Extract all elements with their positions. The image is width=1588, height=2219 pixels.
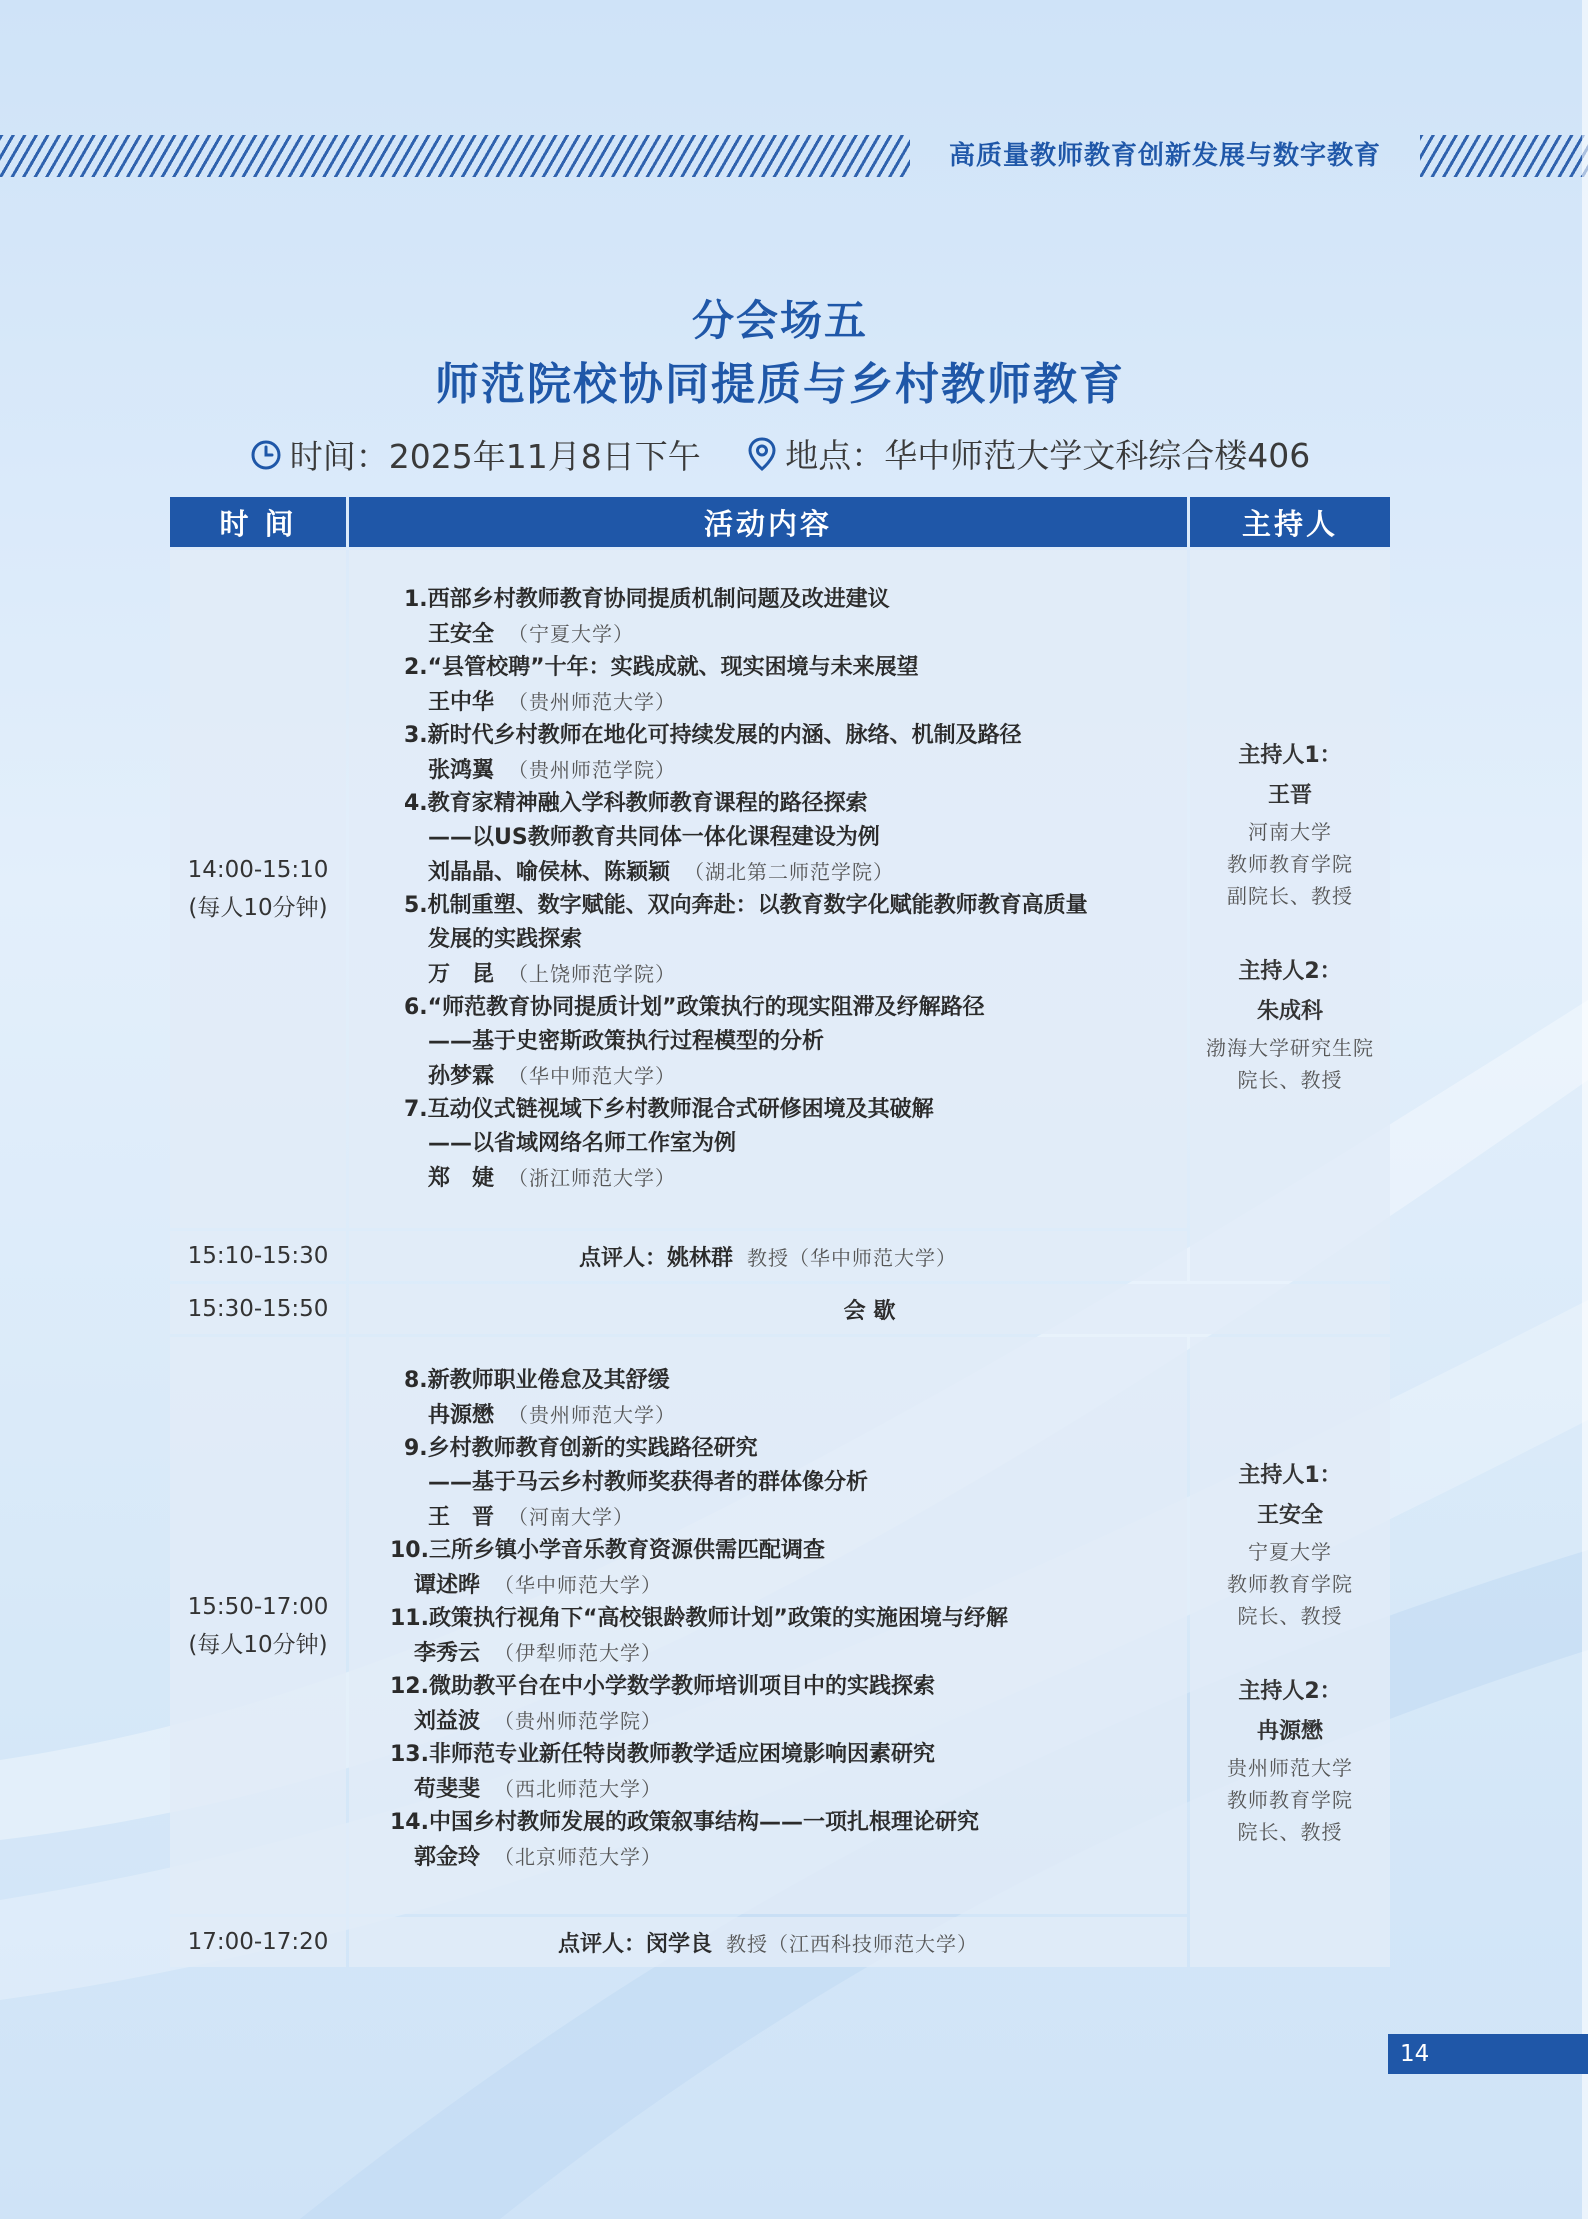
block2-hosts xyxy=(1190,1337,1390,1967)
time-text: 时间：2025年11月8日下午 xyxy=(289,437,701,476)
host-label: 主持人2： xyxy=(1238,958,1342,984)
host-name: 王安全 xyxy=(1256,1503,1323,1528)
talk-speaker-line xyxy=(404,1059,1187,1093)
schedule-table xyxy=(170,497,1390,1967)
talk-speaker-line xyxy=(404,1500,1187,1534)
block2-note: (每人10分钟) xyxy=(188,1631,328,1658)
header-time: 时 间 xyxy=(170,497,346,547)
speaker-affiliation: （湖北第二师范学院） xyxy=(684,860,895,884)
talk-item xyxy=(404,1432,1187,1534)
talk-speaker-line xyxy=(404,957,1187,991)
host-affiliation: 宁夏大学 xyxy=(1248,1540,1332,1564)
host-affiliation: 河南大学 xyxy=(1248,819,1332,844)
host-position: 院长、教授 xyxy=(1237,1604,1343,1628)
session-info xyxy=(0,430,1560,479)
speaker-name: 刘晶晶、喻侯林、陈颖颖 xyxy=(428,860,671,885)
speaker-name: 王中华 xyxy=(428,690,495,715)
talk-speaker-line xyxy=(404,617,1187,651)
header-host: 主持人 xyxy=(1190,497,1390,547)
talk-title: 5.机制重塑、数字赋能、双向奔赴：以教育数字化赋能教师教育高质量 xyxy=(404,893,1088,918)
host-label: 主持人2： xyxy=(1238,1679,1342,1704)
talk-title: 6.“师范教育协同提质计划”政策执行的现实阻滞及纾解路径 xyxy=(404,995,985,1020)
talk-title: 2.“县管校聘”十年：实践成就、现实困境与未来展望 xyxy=(404,655,919,680)
header-banner-title: 高质量教师教育创新发展与数字教育 xyxy=(948,141,1381,171)
speaker-name: 刘益波 xyxy=(414,1709,481,1734)
block1-host2 xyxy=(1206,952,1374,1096)
talk-item xyxy=(404,583,1187,651)
speaker-name: 孙梦霖 xyxy=(428,1064,495,1089)
talk-subtitle: 发展的实践探索 xyxy=(428,927,583,952)
speaker-name: 王 晋 xyxy=(428,1505,495,1530)
location-info xyxy=(747,430,1310,477)
speaker-name: 王安全 xyxy=(428,622,495,647)
break-content xyxy=(349,1284,1390,1334)
review1-detail: 教授（华中师范大学） xyxy=(747,1245,957,1270)
talk-speaker-line xyxy=(404,1398,1187,1432)
host-name: 冉源懋 xyxy=(1256,1719,1323,1744)
talk-item xyxy=(390,1534,1187,1602)
host-position: 副院长、教授 xyxy=(1227,883,1353,908)
host-label: 主持人1： xyxy=(1238,1463,1342,1488)
page-edge xyxy=(1582,0,1588,2219)
speaker-affiliation: （贵州师范大学） xyxy=(508,690,677,714)
host-affiliation: 教师教育学院 xyxy=(1227,1788,1353,1812)
talk-item xyxy=(404,719,1187,787)
session-title: 分会场五 xyxy=(691,296,868,345)
talk-item xyxy=(404,1093,1187,1195)
review2-time-cell xyxy=(170,1917,346,1967)
break-label: 会 歇 xyxy=(843,1298,896,1324)
speaker-affiliation: （河南大学） xyxy=(508,1505,635,1529)
speaker-name: 郑 婕 xyxy=(428,1166,495,1191)
talk-subtitle: ——基于马云乡村教师奖获得者的群体像分析 xyxy=(428,1470,869,1495)
talk-speaker-line xyxy=(404,685,1187,719)
block1-content xyxy=(349,550,1187,1228)
review1-label: 点评人：姚林群 xyxy=(578,1245,733,1271)
clock-icon xyxy=(250,439,282,471)
speaker-name: 万 昆 xyxy=(428,962,495,987)
review2-content xyxy=(349,1917,1187,1967)
host-affiliation: 贵州师范大学 xyxy=(1227,1756,1353,1780)
location-text: 地点：华中师范大学文科综合楼406 xyxy=(785,436,1311,475)
block1-group xyxy=(170,550,1390,1281)
speaker-affiliation: （华中师范大学） xyxy=(508,1064,677,1088)
block2-time: 15:50-17:00 xyxy=(187,1593,329,1620)
talk-item xyxy=(390,1602,1187,1670)
speaker-affiliation: （贵州师范学院） xyxy=(508,758,677,782)
speaker-name: 谭述晔 xyxy=(414,1573,481,1598)
break-row xyxy=(170,1284,1390,1334)
host-affiliation: 教师教育学院 xyxy=(1227,1572,1353,1596)
speaker-affiliation: （宁夏大学） xyxy=(508,622,635,646)
block2-host2 xyxy=(1227,1672,1353,1848)
speaker-name: 苟斐斐 xyxy=(414,1777,481,1802)
speaker-affiliation: （华中师范大学） xyxy=(494,1573,663,1597)
header-content: 活动内容 xyxy=(349,497,1187,547)
talk-speaker-line xyxy=(390,1636,1187,1670)
talk-speaker-line xyxy=(390,1568,1187,1602)
talk-item xyxy=(404,651,1187,719)
talk-title: 3.新时代乡村教师在地化可持续发展的内涵、脉络、机制及路径 xyxy=(404,723,1022,748)
talk-item xyxy=(390,1806,1187,1874)
talk-title: 12.微助教平台在中小学数学教师培训项目中的实践探索 xyxy=(390,1674,935,1699)
talk-subtitle: ——基于史密斯政策执行过程模型的分析 xyxy=(428,1029,825,1054)
talk-item xyxy=(404,889,1187,991)
talk-speaker-line xyxy=(404,855,1187,889)
review2-label: 点评人：闵学良 xyxy=(557,1931,712,1957)
review1-content xyxy=(349,1231,1187,1281)
host-label: 主持人1： xyxy=(1238,742,1342,768)
talk-item xyxy=(390,1738,1187,1806)
talk-title: 4.教育家精神融入学科教师教育课程的路径探索 xyxy=(404,791,868,816)
time-info xyxy=(250,431,701,478)
block2-group xyxy=(170,1337,1390,1967)
block1-talks xyxy=(349,550,1187,1195)
page-number: 14 xyxy=(1400,2041,1430,2067)
talk-speaker-line xyxy=(404,753,1187,787)
block1-host1 xyxy=(1227,736,1353,912)
block2-host1 xyxy=(1227,1456,1353,1632)
speaker-affiliation: （北京师范大学） xyxy=(494,1845,663,1869)
review2-time: 17:00-17:20 xyxy=(187,1929,329,1955)
talk-title: 13.非师范专业新任特岗教师教学适应困境影响因素研究 xyxy=(390,1742,935,1767)
speaker-affiliation: （西北师范大学） xyxy=(494,1777,663,1801)
block1-time: 14:00-15:10 xyxy=(187,857,329,883)
host-position: 院长、教授 xyxy=(1237,1067,1343,1092)
talk-title: 8.新教师职业倦怠及其舒缓 xyxy=(404,1368,670,1393)
session-subtitle: 师范院校协同提质与乡村教师教育 xyxy=(435,359,1125,410)
speaker-affiliation: （浙江师范大学） xyxy=(508,1166,677,1190)
header-stripes-left xyxy=(0,135,910,177)
talk-subtitle: ——以US教师教育共同体一体化课程建设为例 xyxy=(428,825,880,850)
talk-item xyxy=(390,1670,1187,1738)
host-position: 院长、教授 xyxy=(1237,1820,1343,1844)
header-stripes-right xyxy=(1420,135,1588,177)
talk-speaker-line xyxy=(390,1704,1187,1738)
talk-speaker-line xyxy=(390,1772,1187,1806)
block1-note: (每人10分钟) xyxy=(188,895,328,921)
talk-item xyxy=(404,991,1187,1093)
review2-detail: 教授（江西科技师范大学） xyxy=(726,1931,978,1956)
review1-time: 15:10-15:30 xyxy=(187,1243,329,1269)
talk-item xyxy=(404,1364,1187,1432)
block2-talks xyxy=(349,1337,1187,1874)
speaker-name: 郭金玲 xyxy=(414,1845,481,1870)
speaker-name: 冉源懋 xyxy=(428,1403,495,1428)
talk-title: 7.互动仪式链视域下乡村教师混合式研修困境及其破解 xyxy=(404,1097,934,1122)
talk-title: 1.西部乡村教师教育协同提质机制问题及改进建议 xyxy=(404,587,890,612)
review1-time-cell xyxy=(170,1231,346,1281)
host-affiliation: 教师教育学院 xyxy=(1227,851,1353,876)
host-name: 王晋 xyxy=(1267,782,1312,808)
talk-subtitle: ——以省域网络名师工作室为例 xyxy=(428,1131,737,1156)
speaker-affiliation: （伊犁师范大学） xyxy=(494,1641,663,1665)
speaker-affiliation: （贵州师范大学） xyxy=(508,1403,677,1427)
talk-speaker-line xyxy=(390,1840,1187,1874)
host-name: 朱成科 xyxy=(1256,998,1323,1024)
host-affiliation: 渤海大学研究生院 xyxy=(1206,1035,1374,1060)
talk-title: 10.三所乡镇小学音乐教育资源供需匹配调查 xyxy=(390,1538,825,1563)
block2-content xyxy=(349,1337,1187,1914)
speaker-name: 张鸿翼 xyxy=(428,758,495,783)
speaker-name: 李秀云 xyxy=(414,1641,481,1666)
talk-title: 11.政策执行视角下“高校银龄教师计划”政策的实施困境与纾解 xyxy=(390,1606,1008,1631)
talk-item xyxy=(404,787,1187,889)
break-time: 15:30-15:50 xyxy=(187,1296,329,1322)
talk-title: 14.中国乡村教师发展的政策叙事结构——一项扎根理论研究 xyxy=(390,1810,979,1835)
talk-speaker-line xyxy=(404,1161,1187,1195)
speaker-affiliation: （贵州师范学院） xyxy=(494,1709,663,1733)
talk-title: 9.乡村教师教育创新的实践路径研究 xyxy=(404,1436,758,1461)
block1-hosts xyxy=(1190,550,1390,1281)
block1-time-cell xyxy=(170,550,346,1228)
location-pin-icon xyxy=(747,437,777,471)
break-time-cell xyxy=(170,1284,346,1334)
table-header xyxy=(170,497,1390,547)
speaker-affiliation: （上饶师范学院） xyxy=(508,962,677,986)
block2-time-cell xyxy=(170,1337,346,1914)
